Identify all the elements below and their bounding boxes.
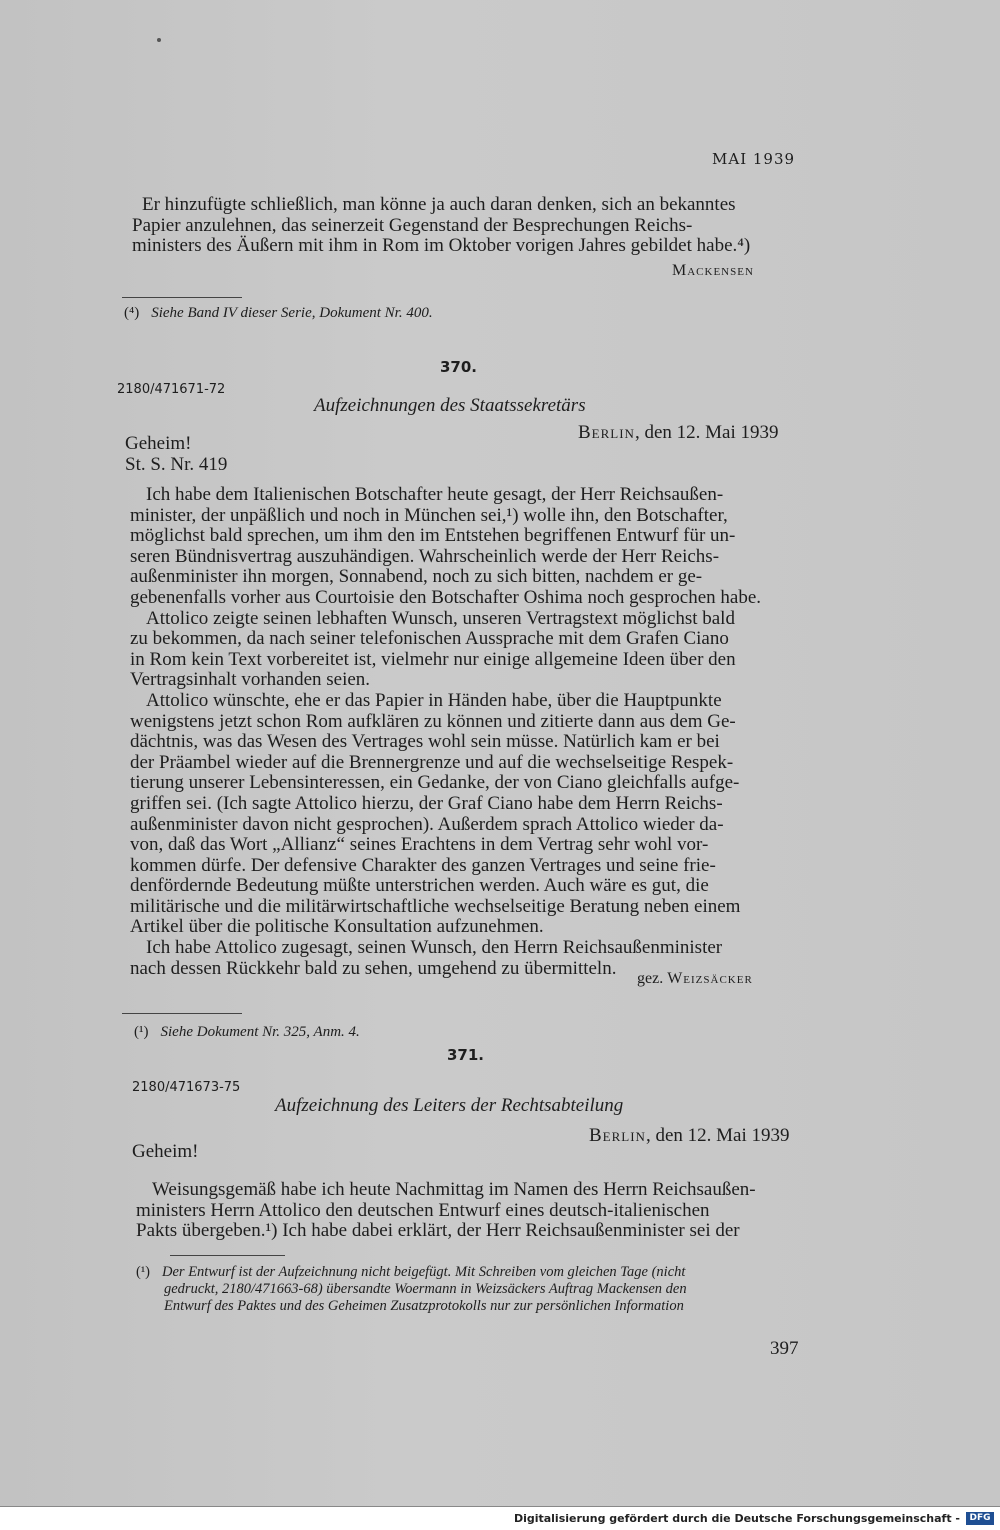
file-number: St. S. Nr. 419 (125, 454, 228, 475)
text-line: außenminister ihn morgen, Sonnabend, noch zu sich bitten, nachdem er ge- (130, 566, 703, 588)
footnote-number: (¹) (134, 1024, 149, 1040)
text-line: Weisungsgemäß habe ich heute Nachmittag im Namen des Herrn Reichsaußen- (152, 1179, 756, 1200)
text-line: außenminister davon nicht gesprochen). Außerdem sprach Attolico wieder da- (130, 813, 724, 835)
footnote-1-doc371 (136, 1264, 687, 1315)
footnote-text: Der Entwurf ist der Aufzeichnung nicht beigefügt. Mit Schreiben vom gleichen Tage (nicht (162, 1264, 686, 1280)
footnote-4 (124, 305, 433, 322)
digitization-footer (0, 1506, 1000, 1530)
text-line: militärische und die militärwirtschaftliche wechselseitige Beratung neben einem (130, 895, 741, 917)
text-line: kommen dürfe. Der defensive Charakter des ganzen Vertrages und seine frie- (130, 854, 716, 876)
text-line: gebenenfalls vorher aus Courtoisie den Botschafter Oshima noch gesprochen habe. (130, 586, 762, 608)
place-name: Berlin (589, 1125, 646, 1146)
place-date (578, 422, 779, 444)
date-text: , den 12. Mai 1939 (645, 1125, 790, 1146)
document-number: 371. (447, 1046, 485, 1064)
footnote-text: Siehe Dokument Nr. 325, Anm. 4. (160, 1024, 360, 1040)
page-number: 397 (770, 1338, 799, 1359)
dfg-logo-icon: DFG (966, 1512, 994, 1525)
classification: Geheim! (125, 433, 192, 454)
file-reference: 2180/471671-72 (117, 382, 226, 397)
text-line: möglichst bald sprechen, um ihm den im Entstehen begriffenen Entwurf für un- (130, 525, 736, 547)
text-line: wenigstens jetzt schon Rom aufklären zu können und zitierte dann aus dem Ge- (130, 710, 736, 732)
text-line: Ich habe dem Italienischen Botschafter heute gesagt, der Herr Reichsaußen- (146, 484, 724, 505)
text-line: nach dessen Rückkehr bald zu sehen, umgehend zu übermitteln. (130, 957, 617, 979)
text-line: seren Bündnisvertrag auszuhändigen. Wahrscheinlich werde der Herr Reichs- (130, 545, 720, 567)
signature-mackensen: Mackensen (672, 262, 754, 279)
footnote-text: gedruckt, 2180/471663-68) übersandte Woermann in Weizsäckers Auftrag Mackensen den (164, 1281, 687, 1297)
signature-prefix: gez. (637, 970, 668, 987)
text-line: minister, der unpäßlich und noch in München sei,¹) wolle ihn, den Botschafter, (130, 504, 728, 526)
print-speck (157, 38, 161, 42)
funding-credit: Digitalisierung gefördert durch die Deutsche Forschungsgemeinschaft - (513, 1512, 960, 1525)
document-body (130, 485, 761, 979)
text-line: zu bekommen, da nach seiner telefonischen Aussprache mit dem Grafen Ciano (130, 628, 729, 650)
file-reference: 2180/471673-75 (132, 1080, 241, 1095)
text-line: Attolico zeigte seinen lebhaften Wunsch, unseren Vertragstext möglichst bald (146, 607, 735, 629)
signature-name: Weizsäcker (667, 970, 753, 987)
text-line: ministers Herrn Attolico den deutschen Entwurf eines deutsch-italienischen (136, 1199, 710, 1221)
document-title: Aufzeichnung des Leiters der Rechtsabteilung (275, 1095, 624, 1116)
footnote-rule (122, 297, 242, 298)
text-line: Ich habe Attolico zugesagt, seinen Wunsch, den Herrn Reichsaußenminister (146, 937, 723, 959)
place-name: Berlin (578, 422, 635, 443)
text-line: ministers des Äußern mit ihm in Rom im Oktober vorigen Jahres gebildet habe.⁴) (132, 235, 751, 257)
footnote-number: (⁴) (124, 305, 140, 321)
running-header: MAI 1939 (712, 150, 796, 168)
text-line: Vertragsinhalt vorhanden seien. (130, 669, 371, 691)
text-line: Er hinzufügte schließlich, man könne ja auch daran denken, sich an bekanntes (142, 194, 736, 215)
document-number: 370. (440, 358, 478, 376)
footnote-rule (170, 1255, 285, 1256)
document-title: Aufzeichnungen des Staatssekretärs (314, 395, 586, 416)
text-line: dächtnis, was das Wesen des Vertrages wohl sein müsse. Natürlich kam er bei (130, 731, 720, 753)
footnote-1-doc370 (134, 1024, 360, 1041)
continuation-paragraph (132, 195, 750, 257)
date-text: , den 12. Mai 1939 (634, 422, 779, 443)
classification: Geheim! (132, 1141, 199, 1162)
text-line: griffen sei. (Ich sagte Attolico hierzu, der Graf Ciano habe dem Herrn Reichs- (130, 792, 723, 814)
text-line: von, daß das Wort „Allianz“ seines Erachtens in dem Vertrag sehr wohl vor- (130, 834, 709, 856)
document-body (136, 1180, 756, 1242)
footnote-text: Entwurf des Paktes und des Geheimen Zusatzprotokolls nur zur persönlichen Information (164, 1298, 684, 1314)
text-line: denfördernde Bedeutung müßte unterstrichen werden. Auch wäre es gut, die (130, 875, 709, 897)
text-line: Artikel über die politische Konsultation aufzunehmen. (130, 916, 544, 938)
text-line: Papier anzulehnen, das seinerzeit Gegenstand der Besprechungen Reichs- (132, 214, 693, 236)
text-line: Pakts übergeben.¹) Ich habe dabei erklärt, der Herr Reichsaußenminister sei der (136, 1220, 740, 1242)
footnote-rule (122, 1013, 242, 1014)
footnote-number: (¹) (136, 1264, 151, 1280)
text-line: in Rom kein Text vorbereitet ist, vielmehr nur einige allgemeine Ideen über den (130, 648, 736, 670)
text-line: Attolico wünschte, ehe er das Papier in Händen habe, über die Hauptpunkte (146, 689, 722, 711)
text-line: tierung unserer Lebensinteressen, ein Gedanke, der von Ciano gleichfalls aufge- (130, 772, 740, 794)
place-date (589, 1125, 790, 1147)
text-line: der Präambel wieder auf die Brennergrenze und auf die wechselseitige Respek- (130, 751, 734, 773)
signature-weizsaecker (637, 970, 753, 988)
footnote-text: Siehe Band IV dieser Serie, Dokument Nr. 400. (151, 305, 433, 321)
